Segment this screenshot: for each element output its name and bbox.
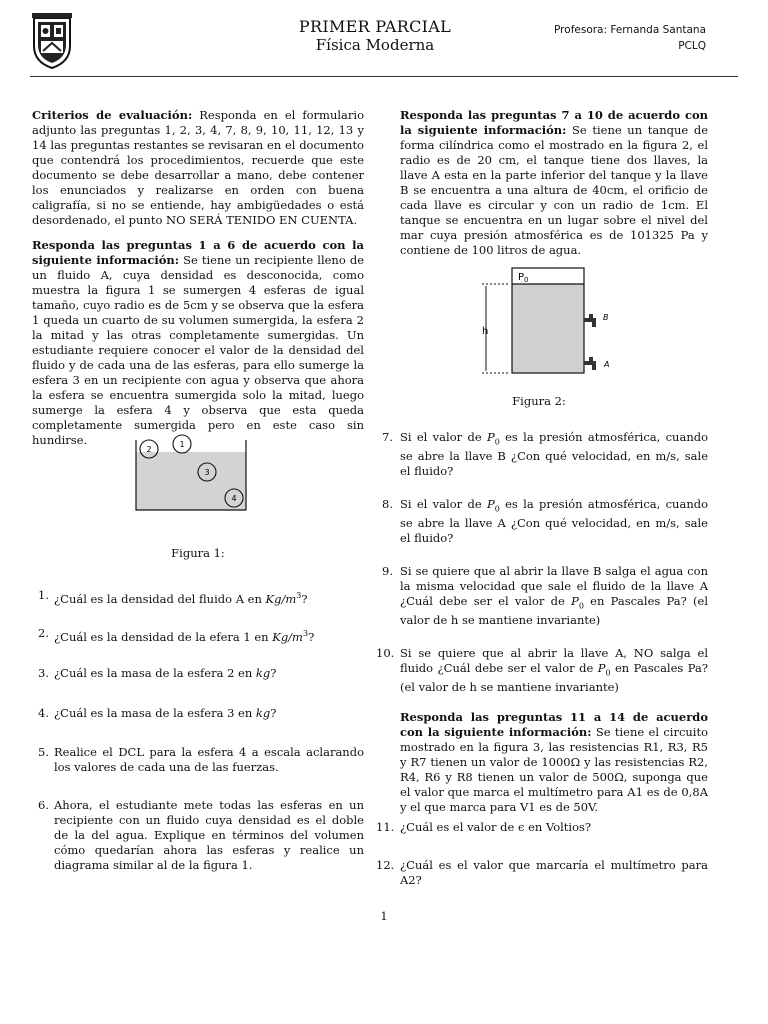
sphere-3-label: 3 <box>204 468 210 477</box>
course-subject: Física Moderna <box>315 36 435 54</box>
section-1-label: Responda las preguntas 1 a 6 de acuerdo con la siguiente información: <box>32 238 364 267</box>
question-1: 1. ¿Cuál es la densidad del fluido A en $Kg/m^3$? <box>38 588 308 606</box>
exam-heading <box>250 18 500 54</box>
section-3-label: Responda las preguntas 11 a 14 de acuerdo con la siguiente información: <box>400 710 708 739</box>
valve-b-icon <box>584 314 596 327</box>
question-6: 6. Ahora, el estudiante mete todas las esferas en un recipiente con un fluido cuya densidad es el doble de la del agua. Explique en términos del volumen cómo quedarían ahora las esferas y realice un diagrama similar al de la figura 1. <box>38 798 364 872</box>
header-info <box>554 22 706 54</box>
figure-1-caption: Figura 1: <box>171 546 225 560</box>
section-2-label: Responda las preguntas 7 a 10 de acuerdo con la siguiente información: <box>400 108 708 137</box>
section-3-intro <box>400 710 708 815</box>
p0-label: $P_0$ <box>518 272 529 284</box>
question-2: 2. ¿Cuál es la densidad de la efera 1 en $Kg/m^3$? <box>38 626 315 644</box>
professor-name: Profesora: Fernanda Santana <box>554 24 706 36</box>
criteria-label: Criterios de evaluación: <box>32 108 193 122</box>
section-2-intro <box>400 108 708 258</box>
valve-a-label: A <box>604 360 610 369</box>
question-5: 5. Realice el DCL para la esfera 4 a escala aclarando los valores de cada una de las fuerzas. <box>38 745 364 774</box>
section-1-intro <box>32 238 364 448</box>
header-divider <box>30 76 738 77</box>
question-3: 3. ¿Cuál es la masa de la esfera 2 en kg? <box>38 666 277 680</box>
section-3-text: Se tiene el circuito mostrado en la figura 3, las resistencias R1, R3, R5 y R7 tienen un valor de 1000Ω y las resistencias R2, R4, R6 y R8 tienen un valor de 500Ω, suponga que el valor que marca el multímetro para A1 es de 0,8A y el que marca para V1 es de 50V. <box>400 725 709 814</box>
exam-title: PRIMER PARCIAL <box>298 17 452 36</box>
sphere-1-label: 1 <box>179 440 185 449</box>
evaluation-criteria <box>32 108 364 228</box>
page-number: 1 <box>380 910 388 923</box>
question-10: 10. Si se quiere que al abrir la llave A, NO salga el fluido ¿Cuál debe ser el valor de $P_0$ en Pascales Pa? (el valor de h se mantiene invariante) <box>376 646 708 695</box>
question-9: 9. Si se quiere que al abrir la llave B salga el agua con la misma velocidad que sale el fluido de la llave A ¿Cuál debe ser el valor de $P_0$ en Pascales Pa? (el valor de h se mantiene invariante) <box>382 564 708 628</box>
question-8: 8. Si el valor de $P_0$ es la presión atmosférica, cuando se abre la llave A ¿Con qué velocidad, en m/s, sale el fluido? <box>382 497 709 546</box>
valve-b-label: B <box>603 313 609 322</box>
section-1-text: Se tiene un recipiente lleno de un fluido A, cuya densidad es desconocida, como muestra la figura 1 se sumergen 4 esferas de igual tamaño, cuyo radio es de 5cm y se observa que la esfera 1 queda un cuarto de su volumen sumergida, la esfera 2 la mitad y las otras completamente sumergidas. Un estudiante requiere conocer el valor de la densidad del fluido y de cada una de las esferas, para ello sumerge la esfera 3 en un recipiente con agua y observa que ahora la esfera se encuentra sumergida solo la mitad, luego sumerge la esfera 4 y observa que esta queda completamente sumergida pero en este caso sin hundirse. <box>32 253 364 447</box>
section-2-text: Se tiene un tanque de forma cilíndrica como el mostrado en la figura 2, el radio es de 20 cm, el tanque tiene dos llaves, la llave A esta en la parte inferior del tanque y la llave B se encuentra a una altura de 40cm, el orificio de cada llave es circular y con un radio de 1cm. El tanque se encuentra en un lugar sobre el nivel del mar cuya presión atmosférica es de 101325 Pa y contiene de 100 litros de agua. <box>400 123 709 257</box>
question-4: 4. ¿Cuál es la masa de la esfera 3 en kg? <box>38 706 277 720</box>
criteria-text: Responda en el formulario adjunto las preguntas 1, 2, 3, 4, 7, 8, 9, 10, 11, 12, 13 y 14 las preguntas restantes se revisaran en el documento que contendrá los procedimientos, recuerde que este documento se debe desarrollar a mano, debe contener los enunciados y realizarse en orden con buena caligrafía, si no se entiende, hay ambigüedades o está desordenado, el punto NO SERÁ TENIDO EN CUENTA. <box>32 108 364 227</box>
question-11: 11. ¿Cuál es el valor de ϵ en Voltios? <box>376 820 592 834</box>
sphere-2-label: 2 <box>146 445 152 454</box>
height-label: h <box>482 326 489 337</box>
question-7: 7. Si el valor de $P_0$ es la presión atmosférica, cuando se abre la llave B ¿Con qué velocidad, en m/s, sale el fluido? <box>382 430 709 479</box>
figure-2-diagram <box>470 262 620 380</box>
figure-2-caption: Figura 2: <box>512 394 566 408</box>
question-12: 12. ¿Cuál es el valor que marcaría el multímetro para A2? <box>376 858 708 887</box>
figure-1-diagram <box>128 432 253 516</box>
course-code: PCLQ <box>678 40 706 52</box>
valve-a-icon <box>584 357 596 370</box>
university-crest-icon <box>30 12 74 70</box>
sphere-4-label: 4 <box>231 494 237 503</box>
